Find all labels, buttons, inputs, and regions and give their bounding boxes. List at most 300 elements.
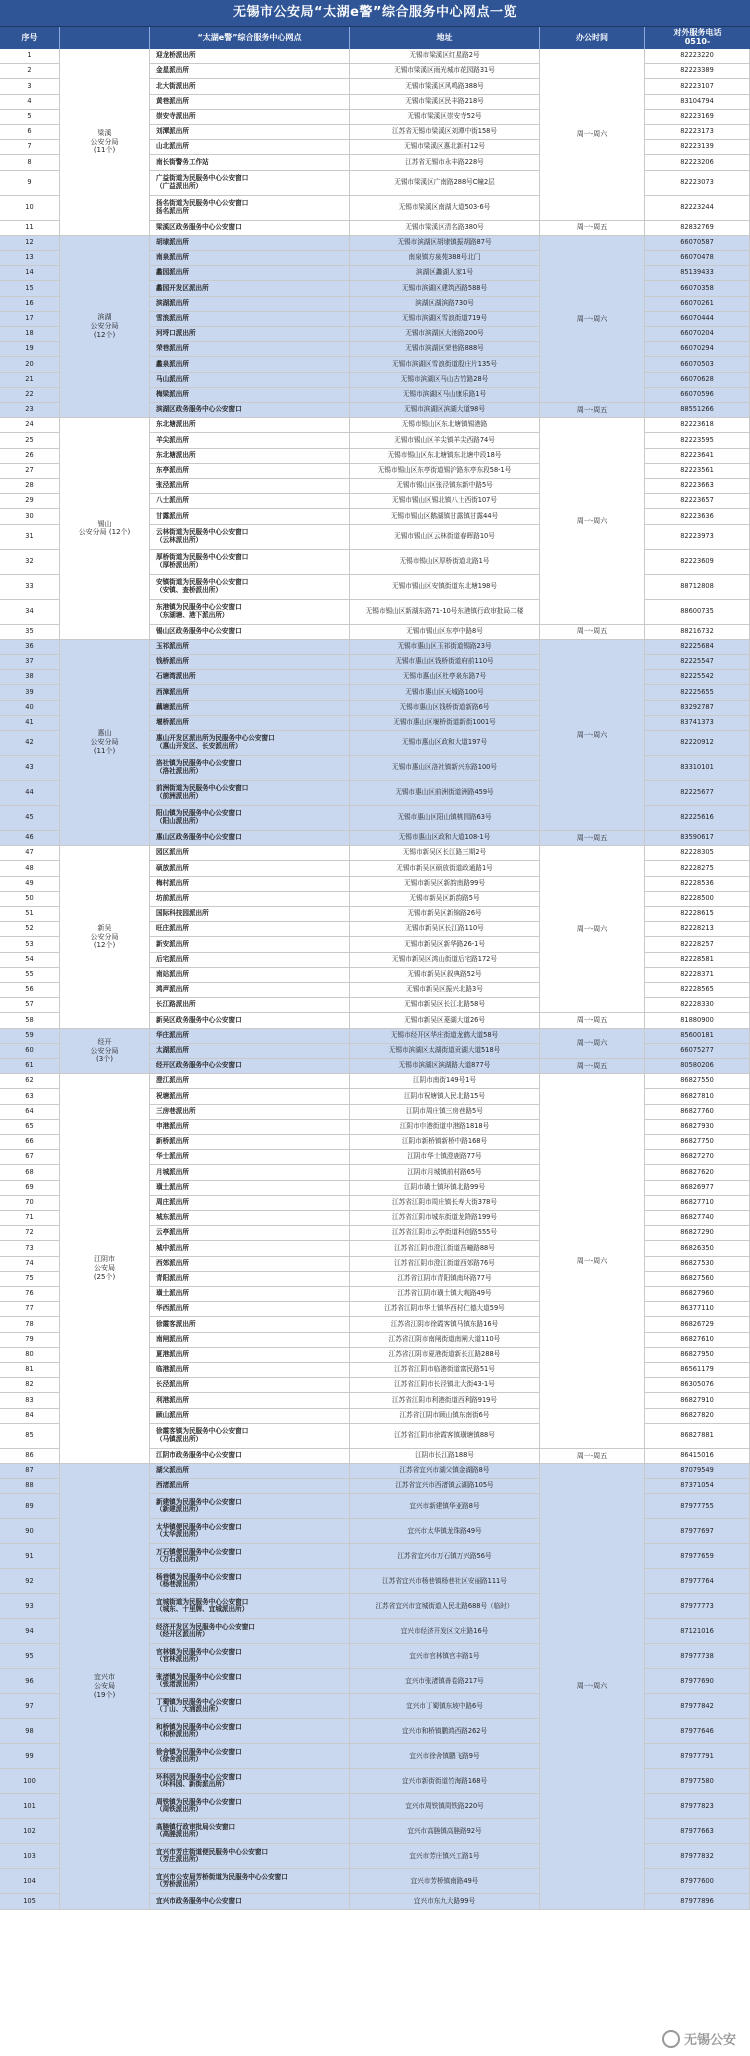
address: 江苏省宜兴市湖父镇金湖路8号	[350, 1464, 540, 1478]
phone-number: 87371054	[645, 1479, 750, 1493]
address: 无锡市经开区华庄街道龙鹤大道58号	[350, 1029, 540, 1043]
office-hours: 周一-周六	[540, 236, 645, 403]
phone-number: 82228213	[645, 922, 750, 936]
address: 无锡市梁溪区民丰路218号	[350, 95, 540, 109]
address: 宜兴市芳桥镇南路49号	[350, 1869, 540, 1893]
phone-number: 86827750	[645, 1135, 750, 1149]
address: 宜兴市经济开发区文庄路16号	[350, 1619, 540, 1643]
row-number: 1	[0, 49, 60, 63]
address: 宜兴市东九大路99号	[350, 1894, 540, 1908]
address: 宜兴市芳庄镇兴工路1号	[350, 1844, 540, 1868]
service-point-name: 坊前派出所	[150, 892, 350, 906]
address: 无锡市梁溪区清名路380号	[350, 221, 540, 235]
watermark-text: 无锡公安	[683, 2033, 736, 2048]
phone-number: 82228330	[645, 998, 750, 1012]
row-number: 96	[0, 1669, 60, 1693]
address: 江苏省宜兴市万石镇万兴路56号	[350, 1544, 540, 1568]
row-number: 90	[0, 1519, 60, 1543]
address: 江苏省江阴市周庄镇长寿大街378号	[350, 1196, 540, 1210]
row-number: 93	[0, 1594, 60, 1618]
phone-number: 82228536	[645, 877, 750, 891]
phone-number: 82223389	[645, 64, 750, 78]
row-number: 19	[0, 342, 60, 356]
phone-number: 83292787	[645, 701, 750, 715]
phone-number: 82223663	[645, 479, 750, 493]
row-number: 42	[0, 731, 60, 755]
row-number: 4	[0, 95, 60, 109]
address: 江阴市南街149号1号	[350, 1074, 540, 1088]
service-point-name: 阳山镇为民服务中心公安窗口 （阳山派出所）	[150, 806, 350, 830]
service-point-name: 园区派出所	[150, 846, 350, 860]
row-number: 12	[0, 236, 60, 250]
office-hours: 周一-周五	[540, 625, 645, 640]
office-hours: 周一-周五	[540, 831, 645, 846]
row-number: 64	[0, 1105, 60, 1119]
address: 滨湖区蠡湖人家1号	[350, 266, 540, 280]
service-point-name: 扬名街道为民服务中心公安窗口 扬名派出所	[150, 196, 350, 220]
phone-number: 82223139	[645, 140, 750, 154]
row-number: 83	[0, 1393, 60, 1407]
phone-number: 66070478	[645, 251, 750, 265]
phone-number: 82223173	[645, 125, 750, 139]
service-point-name: 杨巷镇为民服务中心公安窗口 （杨巷派出所）	[150, 1569, 350, 1593]
phone-number: 87079549	[645, 1464, 750, 1478]
row-number: 37	[0, 655, 60, 669]
phone-number: 86826350	[645, 1241, 750, 1255]
row-number: 23	[0, 403, 60, 417]
row-number: 55	[0, 968, 60, 982]
service-point-name: 蠡园派出所	[150, 266, 350, 280]
service-point-name: 华西派出所	[150, 1302, 350, 1316]
row-number: 61	[0, 1059, 60, 1073]
service-point-name: 惠山开发区派出所为民服务中心公安窗口 （惠山开发区、长安派出所）	[150, 731, 350, 755]
row-number: 47	[0, 846, 60, 860]
phone-number: 66070503	[645, 357, 750, 371]
address: 无锡市锡山区东亭中路8号	[350, 625, 540, 639]
address: 江苏省无锡市梁溪区刘潭中街158号	[350, 125, 540, 139]
wechat-logo-icon	[662, 2030, 680, 2048]
phone-number: 86827950	[645, 1348, 750, 1362]
service-point-name: 云林街道为民服务中心公安窗口 （云林派出所）	[150, 525, 350, 549]
phone-number: 82225616	[645, 806, 750, 830]
service-point-name: 夏港派出所	[150, 1348, 350, 1362]
address: 无锡市惠山区杜亭泉东路7号	[350, 670, 540, 684]
service-point-name: 华士派出所	[150, 1150, 350, 1164]
phone-number: 82223107	[645, 79, 750, 93]
service-point-name: 八士派出所	[150, 494, 350, 508]
address: 无锡市新吴区菱湖大道26号	[350, 1013, 540, 1027]
phone-number: 82225542	[645, 670, 750, 684]
address: 无锡市新吴区振兴北路3号	[350, 983, 540, 997]
address: 无锡市滨湖区建筑西路588号	[350, 281, 540, 295]
phone-number: 86827560	[645, 1272, 750, 1286]
service-point-name: 青阳派出所	[150, 1272, 350, 1286]
address: 无锡市锡山区安镇街道东北塘198号	[350, 575, 540, 599]
address: 无锡市锡山区鹅湖镇甘露镇甘露44号	[350, 509, 540, 523]
service-point-name: 丁蜀镇为民服务中心公安窗口 （丁山、大浦派出所）	[150, 1694, 350, 1718]
row-number: 49	[0, 877, 60, 891]
phone-number: 82225655	[645, 685, 750, 699]
address: 南泉镇方泉苑388号北门	[350, 251, 540, 265]
service-point-name: 崇安寺派出所	[150, 110, 350, 124]
row-number: 20	[0, 357, 60, 371]
row-number: 79	[0, 1333, 60, 1347]
service-point-name: 高塍镇行政审批局公安窗口 （高塍派出所）	[150, 1819, 350, 1843]
service-point-name: 荣巷派出所	[150, 342, 350, 356]
phone-number: 66070261	[645, 297, 750, 311]
address: 无锡市锡山区新湖东路71-10号东港镇行政审批局二楼	[350, 600, 540, 624]
branch-label: 惠山 公安分局 (11个)	[60, 640, 150, 846]
office-hours: 周一-周六	[540, 49, 645, 221]
header-phone: 对外服务电话 0510-	[673, 28, 722, 46]
row-number: 102	[0, 1819, 60, 1843]
office-hours: 周一-周六	[540, 640, 645, 831]
service-point-name: 后宅派出所	[150, 953, 350, 967]
row-number: 43	[0, 756, 60, 780]
office-hours: 周一-周五	[540, 403, 645, 418]
service-point-name: 东北塘派出所	[150, 418, 350, 432]
address: 无锡市新吴区长江北路58号	[350, 998, 540, 1012]
phone-number: 87977646	[645, 1719, 750, 1743]
phone-number: 86827550	[645, 1074, 750, 1088]
service-point-name: 张泾派出所	[150, 479, 350, 493]
row-number: 46	[0, 831, 60, 845]
row-number: 10	[0, 196, 60, 220]
address: 无锡市滨湖区雪浪街道殷庄片135号	[350, 357, 540, 371]
row-number: 89	[0, 1494, 60, 1518]
branch-label: 江阴市 公安局 (25个)	[60, 1074, 150, 1464]
phone-number: 87977738	[645, 1644, 750, 1668]
phone-number: 83104794	[645, 95, 750, 109]
service-point-name: 临港派出所	[150, 1363, 350, 1377]
address: 无锡市锡山区东北塘镇锡港路	[350, 418, 540, 432]
row-number: 63	[0, 1089, 60, 1103]
service-point-name: 北大街派出所	[150, 79, 350, 93]
row-number: 75	[0, 1272, 60, 1286]
watermark	[662, 2029, 736, 2048]
row-number: 8	[0, 155, 60, 169]
row-number: 78	[0, 1317, 60, 1331]
service-point-name: 锡山区政务服务中心公安窗口	[150, 625, 350, 639]
address: 江苏省江阴市利港街道西利路919号	[350, 1393, 540, 1407]
phone-number: 86561179	[645, 1363, 750, 1377]
row-number: 15	[0, 281, 60, 295]
phone-number: 87977896	[645, 1894, 750, 1908]
phone-number: 88600735	[645, 600, 750, 624]
phone-number: 82220912	[645, 731, 750, 755]
row-number: 41	[0, 716, 60, 730]
phone-number: 82223073	[645, 171, 750, 195]
phone-number: 87977697	[645, 1519, 750, 1543]
office-hours: 周一-周六	[540, 846, 645, 1013]
service-point-name: 月城派出所	[150, 1165, 350, 1179]
service-point-name: 胡埭派出所	[150, 236, 350, 250]
service-point-name: 河埒口派出所	[150, 327, 350, 341]
phone-number: 86827930	[645, 1120, 750, 1134]
row-number: 26	[0, 449, 60, 463]
phone-number: 66070358	[645, 281, 750, 295]
service-point-name: 前洲街道为民服务中心公安窗口 （前洲派出所）	[150, 781, 350, 805]
address: 江苏省宜兴市杨巷镇杨巷社区安丽路111号	[350, 1569, 540, 1593]
address: 江苏省江阴市夏港街道新长江路288号	[350, 1348, 540, 1362]
phone-number: 85600181	[645, 1029, 750, 1043]
service-point-name: 藕塘派出所	[150, 701, 350, 715]
phone-number: 82223220	[645, 49, 750, 63]
service-point-name: 堰桥派出所	[150, 716, 350, 730]
address: 江阴市祝塘镇人民北路15号	[350, 1089, 540, 1103]
phone-number: 66070444	[645, 312, 750, 326]
address: 江苏省江阴市云亭街道科创路555号	[350, 1226, 540, 1240]
row-number: 65	[0, 1120, 60, 1134]
address: 无锡市梁溪区红星路2号	[350, 49, 540, 63]
address: 无锡市新吴区鸿山街道后宅路172号	[350, 953, 540, 967]
address: 无锡市新吴区叙典路52号	[350, 968, 540, 982]
phone-number: 82225547	[645, 655, 750, 669]
address: 无锡市锡山区东亭街道锡沪路东亭东段58-1号	[350, 464, 540, 478]
service-point-name: 滨湖派出所	[150, 297, 350, 311]
phone-number: 87977832	[645, 1844, 750, 1868]
row-number: 32	[0, 550, 60, 574]
row-number: 5	[0, 110, 60, 124]
row-number: 81	[0, 1363, 60, 1377]
phone-number: 85139433	[645, 266, 750, 280]
service-point-name: 石塘湾派出所	[150, 670, 350, 684]
row-number: 39	[0, 685, 60, 699]
table-body	[0, 49, 750, 1910]
address: 无锡市滨湖区胡埭镇振胡路87号	[350, 236, 540, 250]
phone-number: 86827620	[645, 1165, 750, 1179]
service-point-name: 金星派出所	[150, 64, 350, 78]
row-number: 50	[0, 892, 60, 906]
row-number: 51	[0, 907, 60, 921]
phone-number: 87977600	[645, 1869, 750, 1893]
phone-number: 87977842	[645, 1694, 750, 1718]
row-number: 44	[0, 781, 60, 805]
address: 江阴市璜土镇环镇北路99号	[350, 1181, 540, 1195]
row-number: 66	[0, 1135, 60, 1149]
branch-label: 新吴 公安分局 (12个)	[60, 846, 150, 1028]
address: 江苏省江阴市城东街道龙降路199号	[350, 1211, 540, 1225]
service-point-name: 广益街道为民服务中心公安窗口 （广益派出所）	[150, 171, 350, 195]
address: 江阴市新桥镇新桥中路168号	[350, 1135, 540, 1149]
service-point-name: 新安派出所	[150, 937, 350, 951]
service-point-name: 江阴市政务服务中心公安窗口	[150, 1449, 350, 1463]
service-point-name: 梅村派出所	[150, 877, 350, 891]
phone-number: 86827710	[645, 1196, 750, 1210]
service-point-name: 经济开发区为民服务中心公安窗口 （经开区派出所）	[150, 1619, 350, 1643]
address: 无锡市新吴区新华路26-1号	[350, 937, 540, 951]
service-point-name: 周铁镇为民服务中心公安窗口 （周铁派出所）	[150, 1794, 350, 1818]
row-number: 13	[0, 251, 60, 265]
row-number: 9	[0, 171, 60, 195]
row-number: 85	[0, 1424, 60, 1448]
address: 江苏省江阴市南闸街道南闸大道110号	[350, 1333, 540, 1347]
row-number: 80	[0, 1348, 60, 1362]
service-point-name: 东北塘派出所	[150, 449, 350, 463]
phone-number: 86827290	[645, 1226, 750, 1240]
address: 江苏省江阴市青阳镇南环路77号	[350, 1272, 540, 1286]
address: 江苏省江阴市徐霞客镇马镇东路16号	[350, 1317, 540, 1331]
service-point-name: 鸿声派出所	[150, 983, 350, 997]
phone-number: 86827960	[645, 1287, 750, 1301]
service-point-name: 南泉派出所	[150, 251, 350, 265]
office-hours: 周一-周五	[540, 1449, 645, 1464]
service-point-name: 新桥派出所	[150, 1135, 350, 1149]
service-point-name: 安镇街道为民服务中心公安窗口 （安镇、查桥派出所）	[150, 575, 350, 599]
address: 无锡市惠山区政和大道108-1号	[350, 831, 540, 845]
phone-number: 86415016	[645, 1449, 750, 1463]
office-hours: 周一-周六	[540, 1029, 645, 1059]
row-number: 28	[0, 479, 60, 493]
address: 无锡市滨湖区太湖街道贡湖大道518号	[350, 1044, 540, 1058]
service-point-name: 太湖派出所	[150, 1044, 350, 1058]
service-point-name: 太华镇便民服务中心公安窗口 （太华派出所）	[150, 1519, 350, 1543]
service-point-name: 南闸派出所	[150, 1333, 350, 1347]
address: 宜兴市和桥镇鹏鸿西路262号	[350, 1719, 540, 1743]
row-number: 48	[0, 861, 60, 875]
service-point-name: 徐舍镇为民服务中心公安窗口 （徐舍派出所）	[150, 1744, 350, 1768]
row-number: 60	[0, 1044, 60, 1058]
phone-number: 66070628	[645, 373, 750, 387]
table-header	[0, 27, 750, 49]
office-hours: 周一-周六	[540, 1074, 645, 1449]
service-point-name: 梁溪区政务服务中心公安窗口	[150, 221, 350, 235]
address: 无锡市锡山区羊尖镇羊尖西路74号	[350, 433, 540, 447]
phone-number: 88551266	[645, 403, 750, 417]
phone-number: 82223561	[645, 464, 750, 478]
row-number: 73	[0, 1241, 60, 1255]
phone-number: 82223595	[645, 433, 750, 447]
service-point-name: 三房巷派出所	[150, 1105, 350, 1119]
address: 江苏省江阴市华士镇华西村仁德大道59号	[350, 1302, 540, 1316]
address: 无锡市滨湖区大池路200号	[350, 327, 540, 341]
row-number: 31	[0, 525, 60, 549]
service-point-name: 澄江派出所	[150, 1074, 350, 1088]
phone-number: 66070294	[645, 342, 750, 356]
branch-label: 宜兴市 公安局 (19个)	[60, 1464, 150, 1910]
phone-number: 66070596	[645, 388, 750, 402]
address: 无锡市惠山区阳山镇桃园路63号	[350, 806, 540, 830]
row-number: 56	[0, 983, 60, 997]
phone-number: 87977764	[645, 1569, 750, 1593]
phone-number: 82223657	[645, 494, 750, 508]
service-point-name: 南长街警务工作站	[150, 155, 350, 169]
row-number: 59	[0, 1029, 60, 1043]
service-point-name: 蠡园开发区派出所	[150, 281, 350, 295]
address: 无锡市滨湖区荣巷路888号	[350, 342, 540, 356]
service-point-name: 宜兴市公安局芳桥街道为民服务中心公安窗口 （芳桥派出所）	[150, 1869, 350, 1893]
row-number: 95	[0, 1644, 60, 1668]
phone-number: 82223636	[645, 509, 750, 523]
address: 江苏省宜兴市宜城街道人民北路688号（临时）	[350, 1594, 540, 1618]
phone-number: 86826977	[645, 1181, 750, 1195]
phone-number: 80580206	[645, 1059, 750, 1073]
address: 宜兴市太华镇龙珠路49号	[350, 1519, 540, 1543]
phone-number: 82228581	[645, 953, 750, 967]
service-point-name: 国际科技园派出所	[150, 907, 350, 921]
page-title: 无锡市公安局“太湖e警”综合服务中心网点一览	[0, 0, 750, 27]
phone-number: 82223618	[645, 418, 750, 432]
service-point-name: 梅梁派出所	[150, 388, 350, 402]
phone-number: 86827810	[645, 1089, 750, 1103]
address: 无锡市梁溪区南湖大道503-6号	[350, 196, 540, 220]
branch-label: 锡山 公安分局 (12个)	[60, 418, 150, 640]
row-number: 35	[0, 625, 60, 639]
service-point-name: 祝塘派出所	[150, 1089, 350, 1103]
service-point-name: 顾山派出所	[150, 1409, 350, 1423]
service-point-name: 城中派出所	[150, 1241, 350, 1255]
service-point-name: 滨湖区政务服务中心公安窗口	[150, 403, 350, 417]
address: 江苏省江阴市顾山镇东南街6号	[350, 1409, 540, 1423]
service-point-name: 湖父派出所	[150, 1464, 350, 1478]
address: 无锡市惠山区玉祁街道锡路23号	[350, 640, 540, 654]
service-point-name: 新建镇为民服务中心公安窗口 （新建派出所）	[150, 1494, 350, 1518]
row-number: 72	[0, 1226, 60, 1240]
service-point-name: 硕放派出所	[150, 861, 350, 875]
phone-number: 87977580	[645, 1769, 750, 1793]
phone-number: 86827910	[645, 1393, 750, 1407]
address: 无锡市新吴区长江路三期2号	[350, 846, 540, 860]
address: 江苏省江阴市璜土镇大观路49号	[350, 1287, 540, 1301]
service-point-name: 马山派出所	[150, 373, 350, 387]
header-number: 序号	[0, 27, 60, 49]
service-point-name: 利港派出所	[150, 1393, 350, 1407]
phone-number: 86827610	[645, 1333, 750, 1347]
row-number: 99	[0, 1744, 60, 1768]
address: 宜兴市张渚镇善卷路217号	[350, 1669, 540, 1693]
address: 无锡市惠山区洛社镇新兴东路100号	[350, 756, 540, 780]
address: 无锡市惠山区天城路100号	[350, 685, 540, 699]
row-number: 94	[0, 1619, 60, 1643]
row-number: 77	[0, 1302, 60, 1316]
service-point-name: 周庄派出所	[150, 1196, 350, 1210]
address: 无锡市梁溪区崇安寺52号	[350, 110, 540, 124]
service-point-name: 旺庄派出所	[150, 922, 350, 936]
phone-number: 82223169	[645, 110, 750, 124]
phone-number: 66070587	[645, 236, 750, 250]
service-point-name: 黄巷派出所	[150, 95, 350, 109]
address: 无锡市梁溪区惠北新村12号	[350, 140, 540, 154]
row-number: 45	[0, 806, 60, 830]
row-number: 57	[0, 998, 60, 1012]
service-point-name: 徐霞客镇为民服务中心公安窗口 （马镇派出所）	[150, 1424, 350, 1448]
address: 无锡市锡山区东北塘镇东北塘中段18号	[350, 449, 540, 463]
row-number: 27	[0, 464, 60, 478]
row-number: 33	[0, 575, 60, 599]
phone-number: 86827530	[645, 1257, 750, 1271]
office-hours: 周一-周六	[540, 418, 645, 624]
address: 无锡市新吴区长江路110号	[350, 922, 540, 936]
office-hours: 周一-周六	[540, 1464, 645, 1910]
address: 宜兴市周铁镇周铁路220号	[350, 1794, 540, 1818]
service-point-name: 西郊派出所	[150, 1257, 350, 1271]
phone-number: 88712808	[645, 575, 750, 599]
phone-number: 86827270	[645, 1150, 750, 1164]
office-hours: 周一-周五	[540, 1013, 645, 1028]
row-number: 88	[0, 1479, 60, 1493]
row-number: 14	[0, 266, 60, 280]
service-point-name: 玉祁派出所	[150, 640, 350, 654]
address: 无锡市滨湖区滨湖路大道877号	[350, 1059, 540, 1073]
service-point-name: 环科园为民服务中心公安窗口 （环科园、新街派出所）	[150, 1769, 350, 1793]
row-number: 6	[0, 125, 60, 139]
service-point-name: 东港镇为民服务中心公安窗口 （东湖塘、港下派出所）	[150, 600, 350, 624]
service-point-name: 华庄派出所	[150, 1029, 350, 1043]
row-number: 36	[0, 640, 60, 654]
branch-label: 梁溪 公安分局 (11个)	[60, 49, 150, 236]
service-point-name: 长泾派出所	[150, 1378, 350, 1392]
address: 无锡市锡山区锡北镇八士西街107号	[350, 494, 540, 508]
